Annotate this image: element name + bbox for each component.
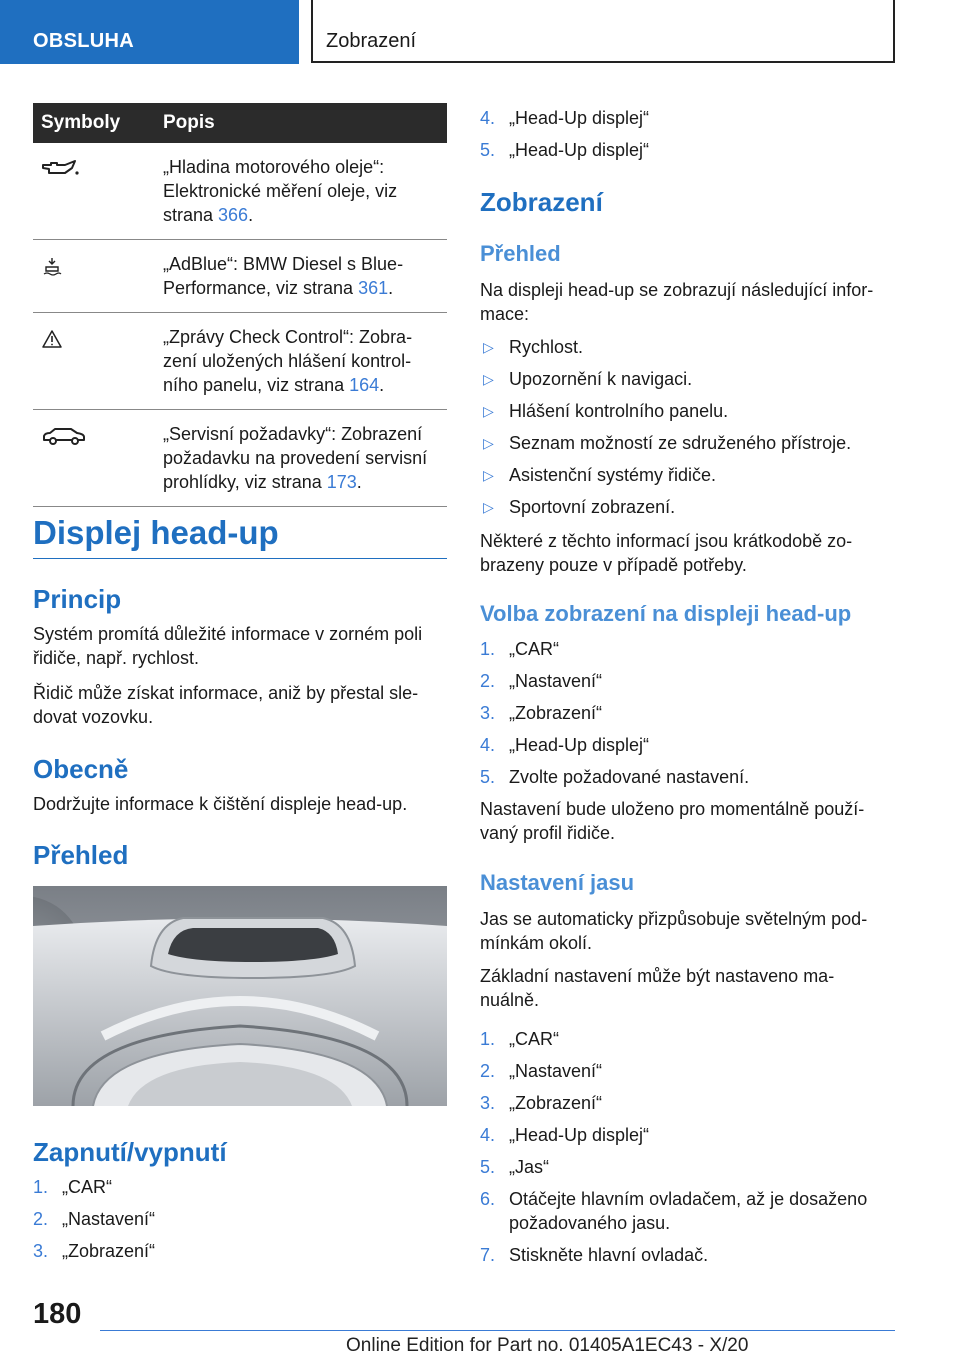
desc-line: ního panelu, viz strana (163, 375, 350, 395)
list-item (480, 637, 895, 661)
step-number: 3. (480, 703, 496, 723)
triangle-bullet-icon: ▷ (483, 403, 494, 419)
edition-footer: Online Edition for Part no. 01405A1EC43 - X/20 (346, 1335, 749, 1356)
section-tab (0, 0, 299, 64)
symbol-cell (33, 410, 163, 507)
bullet-text: Asistenční systémy řidiče. (509, 465, 717, 485)
prehled-outro (480, 529, 895, 577)
jas-paragraph-1 (480, 907, 895, 955)
step-number: 5. (480, 140, 496, 160)
desc-tail: . (248, 205, 254, 225)
text-line: Systém promítá důležité informace v zorném poli (33, 624, 423, 644)
step-text: „Head-Up displej“ (509, 108, 650, 128)
list-item (480, 701, 895, 725)
text-line: mace: (480, 304, 530, 324)
volba-steps (480, 637, 895, 797)
list-item (480, 367, 895, 391)
symbol-table (33, 103, 447, 507)
list-item (480, 1243, 895, 1267)
page-reference-link[interactable]: 173 (326, 472, 357, 492)
step-number: 4. (480, 735, 496, 755)
list-item (480, 1059, 895, 1083)
table-row (33, 240, 447, 313)
step-text: požadovaného jasu. (509, 1213, 671, 1233)
text-line: Nastavení bude uloženo pro momentálně použí- (480, 799, 865, 819)
step-text: „Head-Up displej“ (509, 140, 650, 160)
step-text: „Head-Up displej“ (509, 735, 650, 755)
hud-illustration (33, 886, 447, 1106)
bullet-text: Seznam možností ze sdruženého přístroje. (509, 433, 852, 453)
triangle-bullet-icon: ▷ (483, 371, 494, 387)
desc-line: „Zprávy Check Control“: Zobra- (163, 327, 413, 347)
oil-can-icon (41, 159, 81, 181)
text-line: brazeny pouze v případě potřeby. (480, 555, 747, 575)
table-row (33, 313, 447, 410)
step-text: „CAR“ (62, 1177, 112, 1197)
desc-line: prohlídky, viz strana (163, 472, 327, 492)
text-line: Na displeji head-up se zobrazují následující infor- (480, 280, 874, 300)
car-service-icon (41, 426, 87, 446)
step-text: „Zobrazení“ (509, 1093, 603, 1113)
description-cell (163, 240, 447, 313)
desc-tail: . (356, 472, 362, 492)
step-text: „Nastavení“ (62, 1209, 156, 1229)
triangle-bullet-icon: ▷ (483, 499, 494, 515)
step-number: 4. (480, 1125, 496, 1145)
volba-heading: Volba zobrazení na displeji head-up (480, 601, 852, 626)
table-row (33, 143, 447, 240)
bullet-text: Upozornění k navigaci. (509, 369, 693, 389)
princip-heading: Princip (33, 584, 122, 614)
step-text: Otáčejte hlavním ovladačem, až je dosaženo (509, 1189, 868, 1209)
text-line: mínkám okolí. (480, 933, 593, 953)
desc-line: Performance, viz strana (163, 278, 359, 298)
text-line: vaný profil řidiče. (480, 823, 616, 843)
list-item (480, 138, 895, 162)
symbol-cell (33, 313, 163, 410)
description-cell (163, 313, 447, 410)
list-item (33, 1239, 447, 1263)
prehled-subheading: Přehled (480, 241, 561, 266)
text-line: řidiče, např. rychlost. (33, 648, 200, 668)
text-line: Řidič může získat informace, aniž by přestal sle- (33, 683, 419, 703)
step-number: 1. (480, 1029, 496, 1049)
step-text: Zvolte požadované nastavení. (509, 767, 750, 787)
step-number: 3. (33, 1241, 49, 1261)
description-cell (163, 143, 447, 240)
step-text: Stiskněte hlavní ovladač. (509, 1245, 709, 1265)
list-item (480, 765, 895, 789)
bullet-text: Rychlost. (509, 337, 584, 357)
desc-line: „AdBlue“: BMW Diesel s Blue- (163, 254, 404, 274)
step-number: 1. (33, 1177, 49, 1197)
list-item (480, 495, 895, 519)
text-line: Jas se automaticky přizpůsobuje světelným pod- (480, 909, 868, 929)
desc-line: požadavku na provedení servisní (163, 448, 428, 468)
page-reference-link[interactable]: 361 (358, 278, 389, 298)
desc-line: strana (163, 205, 219, 225)
jas-steps (480, 1027, 895, 1275)
zapnuti-steps (33, 1175, 447, 1271)
step-number: 3. (480, 1093, 496, 1113)
display-info-list (480, 335, 895, 527)
princip-paragraph-1 (33, 622, 447, 670)
list-item (480, 1027, 895, 1051)
col-symbols: Symboly (33, 103, 163, 143)
step-number: 4. (480, 108, 496, 128)
desc-line: „Hladina motorového oleje“: (163, 157, 385, 177)
jas-paragraph-2 (480, 964, 895, 1012)
step-number: 7. (480, 1245, 496, 1265)
step-number: 2. (33, 1209, 49, 1229)
description-cell (163, 410, 447, 507)
triangle-bullet-icon: ▷ (483, 435, 494, 451)
step-text: „Nastavení“ (509, 1061, 603, 1081)
desc-tail: . (379, 375, 385, 395)
list-item (480, 399, 895, 423)
list-item (480, 431, 895, 455)
table-row (33, 410, 447, 507)
symbol-cell (33, 240, 163, 313)
step-text: „Head-Up displej“ (509, 1125, 650, 1145)
chapter-title: Zobrazení (326, 30, 417, 52)
step-text: „Jas“ (509, 1157, 549, 1177)
list-item (33, 1175, 447, 1199)
adblue-icon (41, 256, 63, 278)
text-line: nuálně. (480, 990, 540, 1010)
step-number: 6. (480, 1189, 496, 1209)
desc-tail: . (388, 278, 394, 298)
text-line: dovat vozovku. (33, 707, 154, 727)
desc-line: zení uložených hlášení kontrol- (163, 351, 412, 371)
chapter-tab (311, 0, 895, 63)
zobrazeni-heading: Zobrazení (480, 187, 603, 217)
page-reference-link[interactable]: 366 (218, 205, 249, 225)
obecne-heading: Obecně (33, 754, 129, 784)
step-text: „Zobrazení“ (509, 703, 603, 723)
bullet-text: Hlášení kontrolního panelu. (509, 401, 729, 421)
chapter-heading: Displej head-up (33, 514, 447, 559)
triangle-bullet-icon: ▷ (483, 339, 494, 355)
volba-note (480, 797, 895, 845)
symbol-cell (33, 143, 163, 240)
step-number: 1. (480, 639, 496, 659)
text-line: Základní nastavení může být nastaveno ma- (480, 966, 835, 986)
text-line: Některé z těchto informací jsou krátkodobě zo- (480, 531, 853, 551)
section-label: OBSLUHA (33, 30, 134, 52)
list-item (33, 1207, 447, 1231)
table-header-row (33, 103, 447, 143)
step-text: „Zobrazení“ (62, 1241, 156, 1261)
col-description: Popis (163, 103, 447, 143)
step-text: „CAR“ (509, 1029, 559, 1049)
step-number: 5. (480, 767, 496, 787)
zapnuti-heading: Zapnutí/vypnutí (33, 1137, 227, 1167)
list-item (480, 733, 895, 757)
desc-line: Elektronické měření oleje, viz (163, 181, 398, 201)
step-number: 2. (480, 671, 496, 691)
jas-heading: Nastavení jasu (480, 870, 635, 895)
step-text: „CAR“ (509, 639, 559, 659)
warning-triangle-icon (41, 329, 63, 349)
page-reference-link[interactable]: 164 (349, 375, 380, 395)
list-item (480, 463, 895, 487)
list-item (480, 106, 895, 130)
desc-line: „Servisní požadavky“: Zobrazení (163, 424, 423, 444)
list-item (480, 1123, 895, 1147)
triangle-bullet-icon: ▷ (483, 467, 494, 483)
list-item (480, 1091, 895, 1115)
list-item (480, 335, 895, 359)
step-number: 2. (480, 1061, 496, 1081)
continued-steps (480, 106, 895, 170)
prehled-intro (480, 278, 895, 326)
bullet-text: Sportovní zobrazení. (509, 497, 676, 517)
list-item (480, 1155, 895, 1179)
footer-divider (100, 1330, 895, 1331)
step-number: 5. (480, 1157, 496, 1177)
prehled-heading: Přehled (33, 840, 129, 870)
step-text: „Nastavení“ (509, 671, 603, 691)
list-item (480, 1187, 895, 1235)
list-item (480, 669, 895, 693)
head-up-display-photo (33, 886, 447, 1106)
obecne-paragraph: Dodržujte informace k čištění displeje head-up. (33, 794, 408, 814)
page-number: 180 (33, 1298, 82, 1330)
princip-paragraph-2 (33, 681, 447, 729)
